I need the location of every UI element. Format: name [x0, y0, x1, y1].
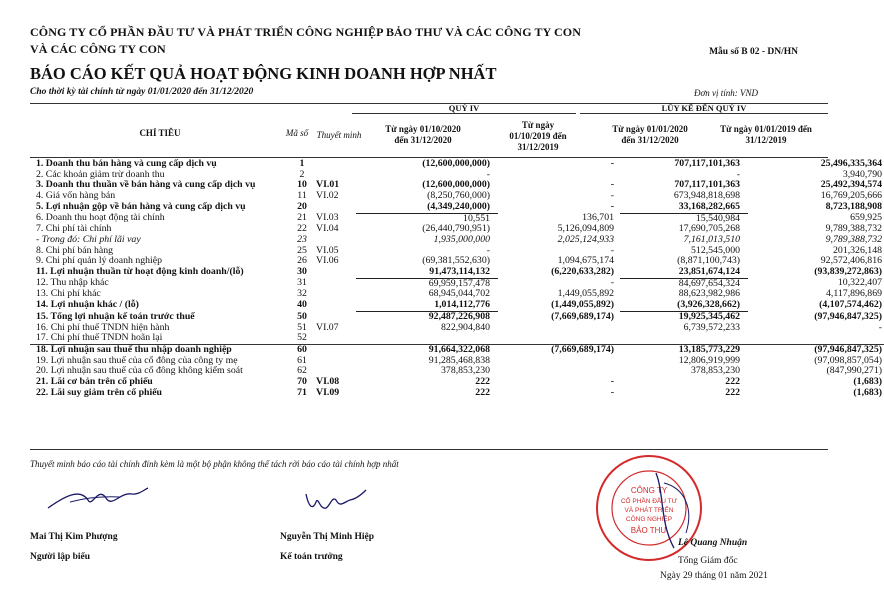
col-note-header: Thuyết minh	[316, 130, 362, 140]
row-q4-2019-value: (6,220,633,282)	[551, 266, 614, 278]
row-code: 31	[297, 277, 307, 289]
row-ytd-2020-value: (8,871,100,743)	[677, 255, 740, 267]
row-note	[316, 289, 356, 300]
table-row	[30, 366, 884, 377]
row-code: 21	[297, 212, 307, 224]
row-ytd-2020-value	[620, 333, 748, 344]
row-note	[316, 267, 356, 278]
income-statement-table	[30, 159, 884, 398]
report-period: Cho thời kỳ tài chính từ ngày 01/01/2020 đến 31/12/2020	[30, 87, 254, 97]
row-note: VI.01	[316, 179, 340, 191]
row-item-name: 21. Lãi cơ bản trên cổ phiếu	[36, 376, 153, 388]
row-item-name: - Trong đó: Chi phí lãi vay	[36, 233, 141, 245]
group-quarter-iv: QUÝ IV	[448, 103, 480, 113]
stamp-line-1: CÔNG TY	[630, 486, 668, 495]
row-note	[316, 300, 356, 311]
row-q4-2020-value: -	[486, 244, 490, 256]
table-row	[30, 344, 884, 355]
row-q4-2019-value: (7,669,689,174)	[498, 344, 620, 355]
row-ytd-2020-value: 707,117,101,363	[674, 179, 740, 191]
row-item-name: 17. Chi phí thuế TNDN hoãn lại	[36, 332, 163, 344]
row-item-name: 12. Thu nhập khác	[36, 277, 109, 289]
row-q4-2020-value: (12,600,000,000)	[422, 179, 490, 191]
row-ytd-2019-value: 659,925	[850, 212, 882, 224]
row-ytd-2020-value: 15,540,984	[695, 212, 740, 224]
row-q4-2020-value: 1,014,112,776	[356, 300, 498, 311]
row-item-name: 8. Chi phí bán hàng	[36, 244, 114, 256]
row-q4-2019-value: -	[610, 244, 614, 256]
signature-preparer	[40, 478, 150, 523]
col-ytd-2020-header: Từ ngày 01/01/2020 đến 31/12/2020	[612, 124, 688, 145]
row-item-name: 22. Lãi suy giảm trên cổ phiếu	[36, 386, 163, 398]
stamp-line-2: CỔ PHẦN ĐẦU TƯ	[620, 498, 678, 505]
signing-date: Ngày 29 tháng 01 năm 2021	[660, 571, 768, 581]
row-item-name: 3. Doanh thu thuần về bán hàng và cung cấp dịch vụ	[36, 179, 256, 191]
row-q4-2020-value: 378,853,230	[441, 365, 490, 377]
row-item-name: 5. Lợi nhuận gộp về bán hàng và cung cấp dịch vụ	[36, 201, 246, 213]
row-q4-2020-value: 222	[475, 386, 490, 398]
table-row	[30, 333, 884, 344]
row-ytd-2020-value: -	[736, 168, 740, 180]
row-q4-2020-value: 91,473,114,132	[356, 267, 498, 278]
row-ytd-2020-value: 378,853,230	[691, 365, 740, 377]
row-q4-2020-value: 92,487,226,908	[428, 310, 490, 322]
stamp-line-5: BẢO THƯ	[630, 526, 668, 535]
row-note	[316, 333, 356, 344]
row-q4-2019-value: -	[610, 179, 614, 191]
row-ytd-2019-value: 8,723,188,908	[825, 201, 882, 213]
company-name-line2: VÀ CÁC CÔNG TY CON	[30, 42, 166, 56]
row-code: 71	[297, 386, 307, 398]
row-q4-2020-value: -	[486, 168, 490, 180]
row-item-name: 2. Các khoản giảm trừ doanh thu	[36, 168, 165, 180]
row-note	[316, 311, 356, 322]
table-row	[30, 311, 884, 322]
row-q4-2019-value: -	[610, 376, 614, 388]
row-q4-2020-value: 91,285,468,838	[428, 354, 490, 366]
row-code: 50	[297, 310, 307, 322]
row-ytd-2020-value: 6,739,572,233	[683, 321, 740, 333]
row-code: 25	[297, 244, 307, 256]
row-ytd-2019-value: 3,940,790	[842, 168, 882, 180]
row-ytd-2020-value: 88,623,982,986	[678, 288, 740, 300]
row-q4-2019-value	[498, 333, 620, 344]
col-q4-2019-header: Từ ngày 01/10/2019 đến 31/12/2019	[509, 120, 567, 152]
accountant-role: Kế toán trưởng	[280, 552, 343, 562]
row-ytd-2020-value: 512,545,000	[691, 244, 740, 256]
row-note	[316, 159, 356, 170]
row-item-name: 16. Chi phí thuế TNDN hiện hành	[36, 321, 170, 333]
row-ytd-2019-value: (97,946,847,325)	[814, 310, 882, 322]
col-ytd-2019-header: Từ ngày 01/01/2019 đến 31/12/2019	[720, 124, 812, 145]
row-item-name: 15. Tổng lợi nhuận kế toán trước thuế	[36, 310, 195, 322]
row-ytd-2020-value: 17,690,705,268	[678, 223, 740, 235]
row-item-name: 18. Lợi nhuận sau thuế thu nhập doanh nghiệp	[30, 344, 288, 355]
row-ytd-2019-value: 201,326,148	[833, 244, 882, 256]
row-note: VI.08	[316, 376, 340, 388]
row-ytd-2020-value: 23,851,674,124	[620, 267, 748, 278]
stamp-line-4: CÔNG NGHIỆP	[625, 516, 673, 523]
ytd-group-rule	[580, 113, 828, 114]
row-ytd-2019-value: (97,098,857,054)	[814, 354, 882, 366]
table-bottom-rule	[30, 449, 828, 450]
table-row	[30, 388, 884, 399]
row-q4-2019-value: -	[610, 158, 614, 169]
row-code: 51	[297, 321, 307, 333]
row-q4-2020-value: 1,935,000,000	[433, 233, 490, 245]
row-q4-2020-value: (4,349,240,000)	[356, 202, 498, 213]
report-title: BÁO CÁO KẾT QUẢ HOẠT ĐỘNG KINH DOANH HỢP NHẤT	[30, 64, 497, 83]
row-q4-2019-value: -	[610, 190, 614, 202]
col-item-header: CHỈ TIÊU	[139, 128, 181, 138]
row-code: 11	[297, 190, 307, 202]
stamp-line-3: VÀ PHÁT TRIỂN	[624, 507, 674, 514]
row-ytd-2019-value: 4,117,896,869	[826, 288, 882, 300]
row-note: VI.02	[316, 190, 339, 202]
row-ytd-2020-value: 707,117,101,363	[674, 158, 740, 169]
row-note: VI.03	[316, 212, 339, 224]
row-ytd-2019-value: 10,322,407	[837, 277, 882, 289]
row-code: 62	[297, 365, 307, 377]
row-item-name: 13. Chi phí khác	[36, 288, 101, 300]
row-ytd-2020-value: 13,185,773,229	[620, 344, 748, 355]
row-ytd-2020-value: 84,697,654,324	[678, 277, 740, 289]
signature-accountant	[300, 482, 370, 522]
row-item-name: 6. Doanh thu hoạt động tài chính	[36, 212, 165, 224]
row-ytd-2020-value: 222	[725, 386, 740, 398]
col-q4-2020-header: Từ ngày 01/10/2020 đến 31/12/2020	[385, 124, 461, 145]
col-code-header: Mã số	[285, 128, 309, 138]
row-note	[316, 278, 356, 289]
row-q4-2019-value: (1,449,055,892)	[551, 299, 614, 311]
row-ytd-2020-value: 673,948,818,698	[673, 190, 740, 202]
row-ytd-2019-value: (93,839,272,863)	[814, 266, 882, 278]
row-ytd-2019-value	[748, 333, 884, 344]
row-ytd-2019-value: 9,789,388,732	[825, 223, 882, 235]
row-item-name: 20. Lợi nhuận sau thuế của cổ đông không kiểm soát	[36, 365, 243, 377]
row-q4-2019-value: -	[610, 277, 614, 289]
row-code: 22	[297, 223, 307, 235]
row-ytd-2020-value: (3,926,328,662)	[620, 300, 748, 311]
row-ytd-2020-value: 222	[725, 376, 740, 388]
row-ytd-2020-value: 7,161,013,510	[683, 233, 740, 245]
row-item-name: 9. Chi phí quản lý doanh nghiệp	[36, 255, 162, 267]
row-code: 61	[297, 354, 307, 366]
row-ytd-2019-value: (1,683)	[853, 376, 882, 388]
row-code: 60	[288, 344, 316, 355]
row-ytd-2019-value: (97,946,847,325)	[748, 344, 884, 355]
row-ytd-2019-value: -	[878, 321, 882, 333]
row-q4-2019-value	[498, 356, 620, 367]
row-q4-2020-value: 69,959,157,478	[428, 277, 490, 289]
row-note	[316, 356, 356, 367]
form-number: Mẫu số B 02 - DN/HN	[709, 47, 798, 57]
row-code: 20	[297, 201, 307, 213]
row-ytd-2020-value: 12,806,919,999	[678, 354, 740, 366]
row-q4-2020-value: (12,600,000,000)	[422, 158, 490, 169]
row-code: 52	[297, 332, 307, 344]
row-q4-2020-value	[356, 333, 498, 344]
row-q4-2019-value	[498, 366, 620, 377]
row-q4-2019-value: 136,701	[582, 212, 614, 224]
row-item-name: 7. Chi phí tài chính	[36, 223, 112, 235]
row-item-name: 19. Lợi nhuận sau thuế của cổ đông của công ty mẹ	[36, 354, 238, 366]
footnote: Thuyết minh báo cáo tài chính đính kèm là một bộ phận không thể tách rời báo cáo tài chính hợp nhất	[30, 459, 399, 469]
row-ytd-2020-value: 19,925,345,462	[678, 310, 740, 322]
group-ytd: LŨY KẾ ĐẾN QUÝ IV	[661, 103, 747, 113]
row-q4-2019-value: -	[610, 386, 614, 398]
row-code: 1	[299, 158, 305, 169]
accountant-name: Nguyễn Thị Minh Hiệp	[280, 532, 375, 542]
q4-group-rule	[352, 113, 576, 114]
row-item-name: 14. Lợi nhuận khác / (lỗ)	[36, 299, 139, 311]
row-q4-2019-value: 1,094,675,174	[557, 255, 614, 267]
row-code: 2	[299, 168, 305, 180]
row-note: VI.06	[316, 255, 339, 267]
row-q4-2019-value: 1,449,055,892	[557, 288, 614, 300]
row-q4-2020-value: (69,381,552,630)	[422, 255, 490, 267]
currency-unit: Đơn vị tính: VND	[693, 88, 758, 98]
row-code: 10	[297, 179, 307, 191]
preparer-name: Mai Thị Kim Phượng	[30, 532, 118, 542]
row-code: 40	[297, 299, 307, 311]
row-ytd-2019-value: 16,769,205,666	[820, 190, 882, 202]
row-ytd-2019-value: (1,683)	[853, 386, 882, 398]
row-note	[316, 344, 356, 355]
row-q4-2020-value: 68,945,044,702	[428, 288, 490, 300]
row-ytd-2019-value: 92,572,406,816	[820, 255, 882, 267]
row-q4-2019-value: -	[610, 201, 614, 213]
row-ytd-2019-value: 9,789,388,732	[825, 233, 882, 245]
row-code: 32	[297, 288, 307, 300]
row-q4-2019-value	[498, 170, 620, 181]
row-q4-2020-value: (8,250,760,000)	[427, 190, 490, 202]
row-ytd-2019-value: 25,496,335,364	[820, 158, 882, 169]
preparer-role: Người lập biểu	[30, 552, 91, 562]
row-note: VI.07	[316, 321, 339, 333]
row-ytd-2019-value: (847,990,271)	[826, 365, 882, 377]
row-item-name: 1. Doanh thu bán hàng và cung cấp dịch vụ	[36, 158, 217, 169]
company-name: CÔNG TY CỔ PHẦN ĐẦU TƯ VÀ PHÁT TRIỂN CÔNG NGHIỆP BẢO THƯ VÀ CÁC CÔNG TY CON	[30, 25, 582, 39]
row-ytd-2019-value: 25,492,394,574	[820, 179, 882, 191]
row-note: VI.09	[316, 386, 340, 398]
row-ytd-2019-value: (4,107,574,462)	[819, 299, 882, 311]
row-q4-2020-value: 222	[475, 376, 490, 388]
row-q4-2019-value: (7,669,689,174)	[551, 310, 614, 322]
row-note: VI.04	[316, 223, 339, 235]
row-code: 23	[297, 233, 307, 245]
row-code: 26	[297, 255, 307, 267]
row-item-name: 11. Lợi nhuận thuần từ hoạt động kinh doanh/(lỗ)	[36, 266, 244, 278]
table-row	[30, 267, 884, 278]
table-row	[30, 235, 884, 246]
row-code: 30	[297, 266, 307, 278]
row-ytd-2020-value: 33,168,282,665	[620, 202, 748, 213]
row-q4-2020-value: 822,904,840	[441, 321, 490, 333]
row-q4-2020-value: (26,440,790,951)	[422, 223, 490, 235]
row-item-name: 4. Giá vốn hàng bán	[36, 190, 116, 202]
director-role: Tổng Giám đốc	[678, 556, 738, 566]
row-q4-2019-value: 5,126,094,809	[557, 223, 614, 235]
row-note: VI.05	[316, 244, 339, 256]
director-name: Lê Quang Nhuận	[678, 538, 748, 548]
row-q4-2020-value: 10,551	[463, 212, 490, 224]
row-code: 70	[297, 376, 307, 388]
row-q4-2020-value: 91,664,322,068	[356, 344, 498, 355]
row-q4-2019-value: 2,025,124,933	[557, 233, 614, 245]
table-row	[30, 300, 884, 311]
row-q4-2019-value	[498, 323, 620, 334]
